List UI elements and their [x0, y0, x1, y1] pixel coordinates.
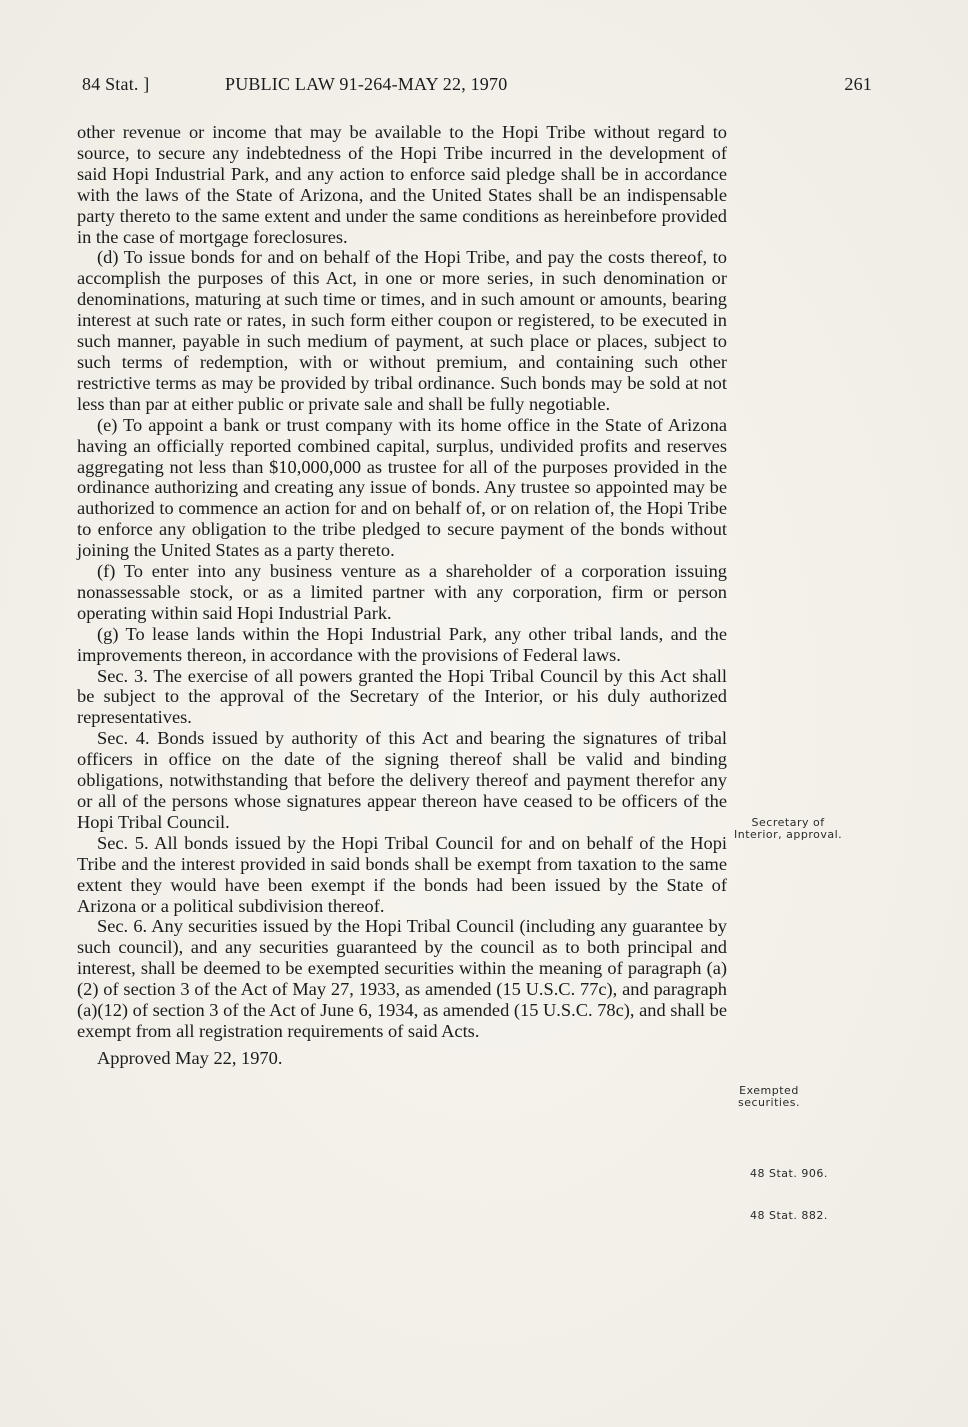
margin-note-stat-906: 48 Stat. 906. — [750, 1167, 828, 1180]
margin-note-line: Exempted — [739, 1084, 799, 1097]
margin-note-line: securities. — [738, 1096, 800, 1109]
approval-date: Approved May 22, 1970. — [97, 1047, 283, 1068]
margin-note-stat-882: 48 Stat. 882. — [750, 1209, 828, 1222]
section-4: Sec. 4. Bonds issued by authority of this Act and bearing the signatures of tribal officers in office on the date of the signing thereof shall be valid and binding obligations, notwithstanding that before the delivery thereof and payment therefor any or all of the persons whose signatures appear thereon have ceased to be officers of the Hopi Tribal Council. — [77, 728, 727, 832]
section-6: Sec. 6. Any securities issued by the Hopi Tribal Council (including any guarantee by such council), and any securities guaranteed by the council as to both principal and interest, shall be deemed to be exempted securities within the meaning of paragraph (a)(2) of section 3 of the Act of May 27, 1933, as amended (15 U.S.C. 77c), and paragraph (a)(12) of section 3 of the Act of June 6, 1934, as amended (15 U.S.C. 78c), and shall be exempt from all registration requirements of said Acts. — [77, 916, 727, 1041]
section-5: Sec. 5. All bonds issued by the Hopi Tribal Council for and on behalf of the Hopi Tribe and the interest provided in said bonds shall be exempt from taxation to the same extent they would have been exempt if the bonds had been issued by the State of Arizona or a political subdivision thereof. — [77, 832, 727, 916]
statute-reference: 84 Stat. ] — [82, 74, 150, 94]
page-number: 261 — [844, 74, 872, 94]
margin-note-line: Interior, approval. — [734, 828, 843, 841]
section-3: Sec. 3. The exercise of all powers granted the Hopi Tribal Council by this Act shall be subject to the approval of the Secretary of the Interior, or his duly authorized representatives. — [77, 665, 727, 728]
paragraph-d: (d) To issue bonds for and on behalf of the Hopi Tribe, and pay the costs thereof, to accomplish the purposes of this Act, in one or more series, in such denomination or denominations, maturing at such time or times, and in such amount or amounts, bearing interest at such rate or rates, in such form either coupon or registered, to be executed in such manner, payable in such medium of payment, at such place or places, subject to such terms of redemption, with or without premium, and containing such other restrictive terms as may be provided by tribal ordinance. Such bonds may be sold at not less than par at either public or private sale and shall be fully negotiable. — [77, 247, 727, 414]
paragraph-e: (e) To appoint a bank or trust company with its home office in the State of Arizona having an officially reported combined capital, surplus, undivided profits and reserves aggregating not less than $10,000,000 as trustee for all of the purposes provided in the ordinance authorizing and creating any issue of bonds. Any trustee so appointed may be authorized to commence an action for and on behalf of, or on relation of, the Hopi Tribe to enforce any obligation to the tribe pledged to secure payment of the bonds without joining the United States as a party thereto. — [77, 414, 727, 561]
paragraph-g: (g) To lease lands within the Hopi Industrial Park, any other tribal lands, and the improvements thereon, in accordance with the provisions of Federal laws. — [77, 623, 727, 665]
margin-note-exempted — [738, 1085, 800, 1109]
margin-note-line: Secretary of — [751, 816, 825, 829]
paragraph-continuation: other revenue or income that may be available to the Hopi Tribe without regard to source, to secure any indebtedness of the Hopi Tribe incurred in the development of said Hopi Industrial Park, and any action to enforce said pledge shall be in accordance with the laws of the State of Arizona, and the United States shall be an indispensable party thereto to the same extent and under the same conditions as hereinbefore provided in the case of mortgage foreclosures. — [77, 122, 727, 247]
law-title: PUBLIC LAW 91-264-MAY 22, 1970 — [225, 74, 508, 94]
paragraph-f: (f) To enter into any business venture as a shareholder of a corporation issuing nonassessable stock, or as a limited partner with any corporation, firm or person operating within said Hopi Industrial Park. — [77, 561, 727, 623]
page-header — [82, 74, 872, 100]
law-body — [77, 122, 727, 1069]
margin-note-secretary — [734, 817, 842, 841]
